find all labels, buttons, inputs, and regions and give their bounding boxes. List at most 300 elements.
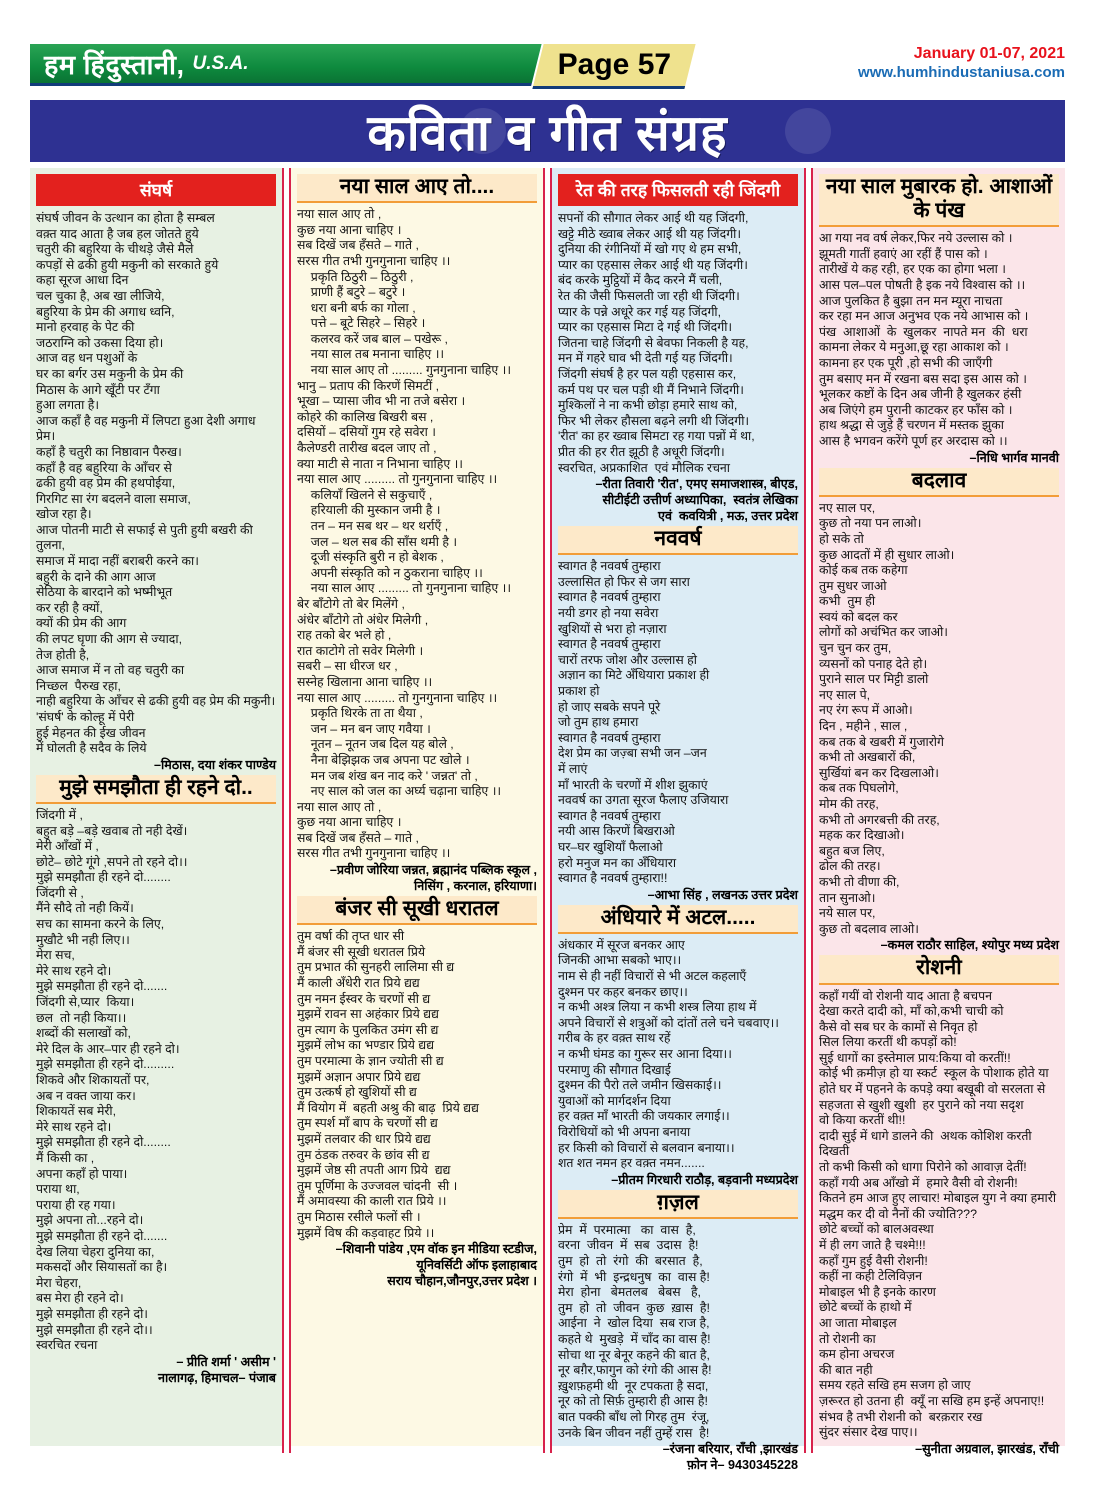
poem-line: तुम स्पर्श माँ बाप के चरणों सी द्य [297, 1116, 438, 1131]
poem-line: समाज में मादा नहीं बराबरी करने का। [36, 554, 199, 569]
poem-line: पराया था, [36, 1182, 80, 1197]
poem-credit: –प्रीतम गिरधारी राठौड़, बड़वानी मध्यप्रदेश [611, 1172, 798, 1187]
column-separator [804, 168, 813, 1453]
poem-line: तो रोशनी का [819, 1331, 876, 1346]
poem-line: मुझमें रावन सा अहंकार प्रिये द्यद्य [297, 1007, 439, 1022]
poem-line: संघर्ष जीवन के उत्थान का होता है सम्बल [36, 211, 215, 225]
poem-line: तुम सुधर जाओ [819, 578, 887, 593]
poem-title: नया साल मुबारक हो. आशाओं के पंख [819, 174, 1059, 227]
poem-line: प्रकृति ठिठुरी – ठिठुरी , [297, 269, 414, 284]
poem-line: कैलेण्डरी तारीख बदल जाए तो , [297, 441, 437, 456]
poem-line: जितना चाहे जिंदगी से बेवफा निकली है यह, [558, 335, 749, 350]
poem-line: नया साल आए तो , [297, 207, 382, 222]
poem-line: तुम बसाए मन में रखना बस सदा इस आस को । [819, 371, 1027, 386]
poem-line: कहाँ गयीं वो रोशनी याद आता है बचपन [819, 988, 993, 1003]
poem-line: बेर बाँटोगे तो बेर मिलेंगे , [297, 596, 405, 611]
poem-line: अपने विचारों से शत्रुओं को दांतों तले चने चबवाए।। [558, 1015, 779, 1030]
poem-line: ढकी हुयी वह प्रेम की हथपोईया, [36, 476, 176, 491]
poem-line: तुम वर्षा की तृप्त धार सी [297, 929, 405, 944]
poem-line: नये साल पर, [819, 906, 876, 921]
poem-line: आज समाज में न तो वह चतुरी का [36, 663, 185, 678]
poem-line: राह तको बेर भले हो , [297, 628, 392, 643]
poem-line: बहुरी के दाने की आग आज [36, 569, 156, 584]
masthead [30, 44, 1065, 94]
section-banner [30, 100, 1065, 162]
poem-line: कुछ तो नया पन लाओ। [819, 516, 922, 531]
poem-line: तुम परमात्मा के ज्ञान ज्योती सी द्य [297, 1053, 444, 1068]
poem-credit: –शिवानी पांडेय ,एम वॉक इन मीडिया स्टडीज, [335, 1242, 537, 1257]
poem-line: कपड़ों से ढकी हुयी मकुनी को सरकाते हुये [36, 257, 219, 272]
poem-line: आ गया नव वर्ष लेकर,फिर नये उल्लास को । [819, 231, 1013, 246]
poem-line: जल – थल सब की साँस थमी है । [297, 534, 458, 549]
poem-line: नूर बग़ैर,फागुन को रंगो की आस है! [558, 1363, 712, 1378]
poem-line: परमाणु की सौगात दिखाई [558, 1062, 671, 1077]
poem-line: कुछ नया आना चाहिए । [297, 815, 402, 830]
poem-line: नया साल आए तो ......... गुनगुनाना चाहिए ।। [297, 363, 512, 378]
poem-line: स्वागत है नववर्ष तुम्हारा [558, 730, 661, 745]
poem-line: मैं अमावस्या की काली रात प्रिये ।। [297, 1194, 447, 1209]
poem-line: युवाओं को मार्गदर्शन दिया [558, 1093, 671, 1108]
poem-title: ग़ज़ल [558, 1190, 798, 1219]
poem-line: कामना हर एक पूरी ,हो सभी की जाएँगी [819, 356, 993, 371]
poem-line: सुंदर संसार देख पाए।। [819, 1425, 918, 1440]
poem-line: मेरा चेहरा, [36, 1275, 82, 1290]
poem-line: जन – मन बन जाए गवैया । [297, 721, 431, 736]
poem-line: प्रकृति थिरके ता ता थैया , [297, 706, 423, 721]
poem-line: निच्छल पैरुख रहा, [36, 678, 121, 693]
poem-line: फिर भी लेकर हौसला बढ़ने लगी थी जिंदगी। [558, 413, 750, 428]
poem-line: हाथ श्रद्धा से जुड़े हैं चरणन में मस्तक झुका [819, 418, 1004, 433]
poem-line: हरियाली की मुस्कान जमी है । [297, 503, 441, 518]
poem-line: नया साल आए ......... तो गुनगुनाना चाहिए ।। [297, 472, 498, 487]
poem-line: स्वरचित, अप्रकाशित एवं मौलिक रचना [558, 460, 731, 475]
poem-line: हो सके तो [819, 531, 864, 546]
poem-line: मैंने सौदे तो नही कियें। [36, 901, 134, 916]
poem-line: कब तक बे खबरी में गुजारोगे [819, 734, 944, 749]
poem-line: स्वागत है नववर्ष तुम्हारा [558, 559, 661, 574]
poem-line: नया साल आए तो , [297, 799, 382, 814]
poem-line: सबरी – सा धीरज धर , [297, 659, 398, 674]
poem-line: अंधकार में सूरज बनकर आए [558, 937, 685, 952]
poem-line: पराया ही रह गया। [36, 1197, 116, 1212]
poem-line: मन में गहरे घाव भी देती गई यह जिंदगी। [558, 351, 733, 366]
poem-line: मुझे अपना तो...रहने दो। [36, 1213, 144, 1228]
poem-line: नए साल को जल का अर्घ्य चढ़ाना चाहिए ।। [297, 784, 502, 799]
poem-line: उनके बिन जीवन नहीं तुम्हें रास है! [558, 1425, 710, 1440]
poem-title: बंजर सी सूखी धरातल [297, 896, 537, 925]
poem-line: दुनिया की रंगीनियों में खो गए थे हम सभी, [558, 242, 742, 257]
page-number-label: Page 57 [557, 48, 672, 81]
poem-line: क्या माटी से नाता न निभाना चाहिए ।। [297, 456, 464, 471]
poem-credit: –सुनीता अग्रवाल, झारखंड, राँची [915, 1441, 1059, 1456]
poem-line: मुझे समझौता ही रहने दो........ [36, 870, 171, 885]
poem-line: प्रेम में परमात्मा का वास है, [558, 1222, 696, 1237]
poem-line: तुम उत्कर्ष हो खुशियों सी द्य [297, 1085, 417, 1100]
poem-line: हुआ लगता है। [36, 398, 100, 413]
poem-line: मुझे समझौता ही रहने दो........ [36, 1135, 171, 1150]
poem-line: कभी तो अगरबत्ती की तरह, [819, 812, 940, 827]
banner-decoration [460, 108, 506, 154]
poem-line: मिठास के आगे खूँटी पर टँगा [36, 382, 160, 397]
poem-line: जिंदगी से , [36, 885, 84, 900]
poem-line: होते घर में पहनने के कपड़े क्या बखूबी वो सरलता से [819, 1082, 1046, 1097]
poem-line: मुझे समझौता ही रहने दो....... [36, 979, 168, 994]
poem-line: ढोल की तरह। [819, 859, 881, 874]
poem-line: गिरगिट सा रंग बदलने वाला समाज, [36, 491, 191, 506]
poem-line: कहते थे मुखड़े में चाँद का वास है! [558, 1332, 711, 1347]
poem-line: खोज रहा है। [36, 507, 92, 522]
poem-line: कितने हम आज हुए लाचार! मोबाइल युग ने क्या हमारी [819, 1191, 1057, 1206]
poem-line: नयी डगर हो नया सवेरा [558, 606, 659, 621]
poem-line: मेरे साथ रहने दो। [36, 1119, 112, 1134]
poem-title: रोशनी [819, 955, 1059, 984]
poem-line: कहाँ है चतुरी का निष्ठावान पैरुख। [36, 444, 182, 459]
poem-line: मन जब शंख बन नाद करे ' जन्नत' तो , [297, 768, 478, 783]
poem-line: तान सुनाओ। [819, 890, 876, 905]
poem-title: संघर्ष [36, 174, 276, 206]
poem-line: नूतन – नूतन जब दिल यह बोले , [297, 737, 454, 752]
poem-credit: –प्रवीण जोरिया जन्नत, ब्रह्मानंद पब्लिक स्कूल , [329, 863, 537, 878]
poem-line: सस्नेह खिलाना आना चाहिए ।। [297, 674, 433, 689]
poem-line: स्वागत है नववर्ष तुम्हारा!! [558, 871, 668, 886]
poem-line: मेरे साथ रहने दो। [36, 963, 112, 978]
poem-line: महक कर दिखाओ। [819, 828, 905, 843]
poem-line: कुछ नया आना चाहिए । [297, 222, 402, 237]
poem-line: चुन चुन कर तुम, [819, 641, 892, 656]
poem-line: छोटे बच्चों को बालअवस्था [819, 1222, 934, 1237]
poem-line: मुझे समझौता ही रहने दो......... [36, 1057, 175, 1072]
poem-line: तुम त्याग के पुलकित उमंग सी द्य [297, 1022, 439, 1037]
poem-line: हो जाए सबके सपने पूरे [558, 699, 661, 714]
poem-line: मुश्किलों ने ना कभी छोड़ा हमारे साथ को, [558, 398, 738, 413]
poem-line: विरोधियों को भी अपना बनाया [558, 1124, 691, 1139]
poem-line: मुझमें तलवार की धार प्रिये द्यद्य [297, 1131, 431, 1146]
poem-line: खट्टे मीठे ख्वाब लेकर आई थी यह जिंदगी। [558, 226, 742, 241]
poem-line: झूमती गातीं हवाएं आ रहीं हैं पास को । [819, 246, 988, 261]
poem-line: जिंदगी संघर्ष है हर पल यही एहसास कर, [558, 366, 737, 381]
poem-line: व्यसनों को पनाह देते हो। [819, 656, 928, 671]
poem-line: मेरे दिल के आर–पार ही रहने दो। [36, 1041, 180, 1056]
poem-line: स्वागत है नववर्ष तुम्हारा [558, 590, 661, 605]
poem-line: भानु – प्रताप की किरणें सिमटीं , [297, 378, 440, 393]
poem-line: पुराने साल पर मिट्टी डालो [819, 672, 929, 687]
poem-line: हर वक़्त माँ भारती की जयकार लगाई।। [558, 1109, 730, 1124]
poem-line: मकसदों और सियासतों का है। [36, 1260, 168, 1275]
poem-line: घर–घर खुशियाँ फैलाओ [558, 839, 663, 854]
poem-line: मद्धम कर दी वो नैनों की ज्योति??? [819, 1206, 977, 1221]
masthead-right [858, 44, 1065, 83]
poem-line: की लपट घृणा की आग से ज्यादा, [36, 632, 183, 647]
poem-credit: सराय चौहान,जौनपुर,उत्तर प्रदेश । [387, 1274, 537, 1289]
poem-line: मुझमें लोभ का भण्डार प्रिये द्यद्य [297, 1038, 435, 1053]
poem-line: मुझमें जेष्ठ सी तपती आग प्रिये द्यद्य [297, 1163, 451, 1178]
poem-credit: –निधि भार्गव मानवी [969, 450, 1059, 465]
poem-line: कर्म पथ पर चल पड़ी थी मैं निभाने जिंदगी। [558, 382, 744, 397]
poem-line: दिन , महीने , साल , [819, 719, 908, 734]
poem-line: मुझे समझौता ही रहने दो....... [36, 1228, 168, 1243]
poem-line: रेत की जैसी फिसलती जा रही थी जिंदगी। [558, 288, 740, 303]
poem-line: कहाँ है वह बहुरिया के आँचर से [36, 460, 172, 475]
poem-line: नववर्ष का उगता सूरज फैलाए उजियारा [558, 793, 729, 808]
poem-column-2 [291, 168, 543, 1446]
poem-line: बहुत बज लिए, [819, 843, 885, 858]
poem-line: सब दिखें जब हँसते – गाते , [297, 238, 419, 253]
poem-line: देश प्रेम का जज़्बा सभी जन –जन [558, 746, 707, 761]
poem-line: कर रही है क्यों, [36, 600, 103, 615]
poem-line: नाम से ही नहीं विचारों से भी अटल कहलाएँ [558, 969, 747, 984]
poem-line: सरस गीत तभी गुनगुनाना चाहिए ।। [297, 253, 451, 268]
issue-date: January 01-07, 2021 [913, 45, 1065, 62]
poem-line: तारीखें ये कह रही, हर एक का होगा भला । [819, 262, 1006, 277]
poem-line: बस मेरा ही रहने दो। [36, 1291, 124, 1306]
poem-line: सुर्खियां बन कर दिखलाओ। [819, 765, 939, 780]
poem-line: कहीं ना कही टेलिविज़न [819, 1269, 923, 1284]
poem-line: स्वागत है नववर्ष तुम्हारा [558, 808, 661, 823]
poem-line: आस पल–पल पोषती है इक नये विश्वास को ।। [819, 278, 1026, 293]
poem-line: स्वयं को बदल कर [819, 609, 898, 624]
poem-credit: फ़ोन ने– 9430345228 [687, 1458, 798, 1473]
poem-line: जिंदगी से,प्यार किया। [36, 995, 135, 1010]
poem-line: शिकायतें सब मेरी, [36, 1104, 117, 1119]
poem-line: न कभी अश्त्र लिया न कभी शस्त्र लिया हाथ में [558, 1000, 757, 1015]
poem-line: मोबाइल भी है इनके कारण [819, 1284, 936, 1299]
poem-line: स्वागत है नववर्ष तुम्हारा [558, 637, 661, 652]
poem-line: दादी सुई में धागे डालने की अथक कोशिश करती दिखती [819, 1128, 1036, 1159]
poem-line: अपनी संस्कृति को न ठुकराना चाहिए ।। [297, 565, 483, 580]
poem-line: नया साल आए ......... तो गुनगुनाना चाहिए ।। [297, 581, 512, 596]
poem-line: आज वह धन पशुओं के [36, 351, 138, 366]
poem-line: नूर को तो सिर्फ़ तुम्हारी ही आस है! [558, 1394, 708, 1409]
column-separator [282, 168, 291, 1453]
poem-line: बंद करके मुट्ठियों में कैद करने मैं चली, [558, 273, 723, 288]
poem-credit: एवं कवयित्री , मऊ, उत्तर प्रदेश [657, 509, 798, 524]
poem-line: में ही लग जाते है चश्मे!!! [819, 1238, 926, 1252]
poem-column-3 [552, 168, 804, 1473]
poem-line: समय रहते सखि हम सजग हो जाए [819, 1378, 971, 1393]
poem-column-4 [813, 168, 1065, 1456]
poem-line: प्यार का एहसास लेकर आई थी यह जिंदगी। [558, 257, 748, 272]
poem-title: रेत की तरह फिसलती रही जिंदगी [558, 174, 798, 206]
poem-line: भूलकर कष्टों के दिन अब जीनी है खुलकर हंसी [819, 387, 1022, 402]
poem-credit: सीटीईटी उत्तीर्ण अध्यापिका, स्वतंत्र लेखिका [602, 493, 798, 508]
poem-line: 'रीत' का हर ख्वाब सिमटा रह गया पन्नों में था, [558, 429, 755, 444]
poem-line: आईना ने खोल दिया सब राज है, [558, 1316, 710, 1331]
poem-line: तुम ठंडक तरुवर के छांव सी द्य [297, 1147, 430, 1162]
poem-credit: –रंजना बरियार, राँची ,झारखंड [662, 1442, 798, 1457]
poem-line: चारों तरफ जोश और उल्लास हो [558, 652, 697, 667]
poem-line: मेरा होना बेमतलब बेबस है, [558, 1285, 702, 1300]
poem-line: माँ भारती के चरणों में शीश झुकाएं [558, 777, 708, 792]
poem-line: तन – मन सब थर – थर थर्राएँ , [297, 519, 449, 534]
poem-credit: – प्रीति शर्मा ' असीम ' [176, 1354, 276, 1369]
poem-line: तेज होती है, [36, 647, 90, 662]
poem-line: मोम की तरह, [819, 797, 879, 812]
poem-line: सेठिया के बारदाने को भष्मीभूत [36, 585, 173, 600]
poem-line: क्यों की प्रेम की आग [36, 616, 127, 631]
poem-line: चतुरी की बहुरिया के चीथड़े जैसे मैले [36, 242, 194, 257]
column-separator [543, 168, 552, 1453]
poem-line: आज पुलकित है बुझा तन मन म्यूरा नाचता [819, 293, 1003, 308]
poem-line: अंधेर बाँटोगे तो अंधेर मिलेगी , [297, 612, 429, 627]
poem-line: मुझमें अज्ञान अपार प्रिये द्यद्य [297, 1069, 421, 1084]
poem-line: चल चुका है, अब खा लीजिये, [36, 288, 165, 303]
poem-line: शब्दों की सलाखों को, [36, 1026, 131, 1041]
poem-title: मुझे समझौता ही रहने दो.. [36, 775, 276, 804]
poem-line: में घोलती है सदैव के लिये [36, 741, 147, 756]
poem-title: नववर्ष [558, 526, 798, 555]
poem-line: खुशियों से भरा हो नज़ारा [558, 621, 667, 636]
poem-line: न कभी घंमड का गुरूर सर आना दिया।। [558, 1047, 732, 1061]
poem-line: सब दिखें जब हँसते – गाते , [297, 830, 419, 845]
poem-line: मुखौटे भी नही लिए।। [36, 932, 130, 947]
poem-line: नया साल तब मनाना चाहिए ।। [297, 347, 445, 362]
poem-line: दूजी संस्कृति बुरी न हो बेशक , [297, 550, 444, 565]
poem-line: प्रीत की हर रीत झूठी है अधूरी जिंदगी। [558, 444, 725, 459]
poem-line: मेरी आँखों में , [36, 839, 99, 854]
poem-line: तुम प्रभात की सुनहरी लालिमा सी द्य [297, 960, 455, 975]
poem-credit: –आभा सिंह , लखनऊ उत्तर प्रदेश [647, 887, 798, 902]
page-number-badge [532, 44, 695, 89]
poem-line: नए साल पर, [819, 500, 876, 515]
poem-credit: –कमल राठौर साहिल, श्योपुर मध्य प्रदेश [880, 938, 1059, 953]
section-title: कविता व गीत संग्रह [367, 105, 728, 161]
poem-title: नया साल आए तो.... [297, 174, 537, 203]
poem-line: वो किया करतीं थी!! [819, 1113, 906, 1128]
poem-line: कहाँ गयी अब आँखो में हमारे वैसी वो रोशनी! [819, 1175, 1018, 1190]
poem-line: अज्ञान का मिटे अँधियारा प्रकाश ही [558, 668, 710, 683]
poem-line: देख लिया चेहरा दुनिया का, [36, 1244, 155, 1259]
poem-line: नयी आस किरणें बिखराओ [558, 824, 675, 839]
poem-line: की बात नही [819, 1362, 873, 1377]
poem-line: लोगों को अचंभित कर जाओ। [819, 625, 948, 640]
poem-line: कुछ तो बदलाव लाओ। [819, 921, 919, 936]
poem-columns [30, 168, 1065, 1473]
poem-line: मुझे समझौता ही रहने दो।। [36, 1322, 153, 1337]
poem-line: तुम पूर्णिमा के उज्जवल चांदनी सी । [297, 1178, 458, 1193]
poem-line: मैं किसी का , [36, 1150, 95, 1165]
poem-line: तुम नमन ईस्वर के चरणों सी द्य [297, 991, 431, 1006]
poem-line: तो कभी किसी को धागा पिरोने को आवाज़ देतीं! [819, 1160, 1027, 1175]
poem-line: जठराग्नि को उकसा दिया हो। [36, 335, 164, 350]
poem-line: सुई धागों का इस्तेमाल प्राय:किया वो करतीं!! [819, 1050, 1011, 1065]
poem-line: शिकवे और शिकायतों पर, [36, 1073, 150, 1088]
poem-line: ज़रूरत हो उतना ही क्यूँ ना सखि हम इन्हें अपनाए!! [819, 1393, 1045, 1408]
poem-line: 'संघर्ष' के कोल्हू में पेरी [36, 710, 135, 724]
poem-line: तुम हो तो जीवन कुछ ख़ास है! [558, 1300, 710, 1315]
poem-line: कोहरे की कालिख बिखरी बस , [297, 409, 434, 424]
poem-line: बात पक्की बाँध लो गिरह तुम रंजू, [558, 1410, 710, 1425]
poem-line: मुझे समझौता ही रहने दो। [36, 1306, 148, 1321]
poem-line: प्यार के पन्ने अधूरे कर गई यह जिंदगी, [558, 304, 722, 319]
poem-line: तुम हो तो रंगो की बरसात है, [558, 1254, 703, 1269]
poem-line: मैं वियोग में बहती अश्रु की बाढ़ प्रिये द्यद्य [297, 1100, 479, 1115]
poem-line: वरना जीवन में सब उदास है! [558, 1238, 699, 1253]
poem-line: सरस गीत तभी गुनगुनाना चाहिए ।। [297, 846, 451, 861]
banner-decoration [785, 108, 831, 154]
poem-line: संभव है तभी रोशनी को बरक़रार रख [819, 1409, 983, 1424]
poem-line: कलियाँ खिलने से सकुचाएँ , [297, 487, 433, 502]
poem-line: सिल लिया करतीं थी कपड़ों को! [819, 1035, 957, 1050]
poem-line: धरा बनी बर्फ का गोला , [297, 300, 416, 315]
poem-line: कैसे वो सब घर के कामों से निवृत हो [819, 1019, 978, 1034]
website-url: www.humhindustaniusa.com [858, 64, 1065, 81]
poem-line: नए साल पे, [819, 687, 871, 702]
poem-line: कभी तुम ही [819, 594, 876, 609]
poem-line: जो तुम हाथ हमारा [558, 715, 639, 730]
poem-line: प्रकाश हो [558, 683, 600, 698]
poem-column-1 [30, 168, 282, 1446]
poem-line: शत शत नमन हर वक़्त नमन....... [558, 1156, 705, 1171]
poem-line: कुछ आदतों में ही सुधार लाओ। [819, 547, 955, 562]
poem-line: नैना बेझिझक जब अपना पट खोले । [297, 752, 470, 767]
poem-line: पत्ते – बूटे सिहरे – सिहरे । [297, 316, 426, 331]
poem-line: गरीब के हर वक़्त साथ रहें [558, 1031, 671, 1046]
poem-line: कम होना अचरज [819, 1347, 895, 1362]
poem-line: उल्लासित हो फिर से जग सारा [558, 574, 690, 589]
poem-title: अंधियारे में अटल..... [558, 905, 798, 934]
poem-line: अब न वक्त जाया कर। [36, 1088, 136, 1103]
poem-line: घर का बर्गर उस मकुनी के प्रेम की [36, 366, 184, 381]
poem-line: मुझमें विष की कड़वाहट प्रिये ।। [297, 1225, 435, 1240]
poem-line: मैं काली अँधेरी रात प्रिये द्यद्य [297, 976, 420, 990]
poem-line: छोटे– छोटे गूंगे ,सपने तो रहने दो।। [36, 854, 188, 869]
poem-line: बहुत बड़े –बड़े खवाब तो नही देखें। [36, 823, 188, 838]
poem-line: रंगो में भी इन्द्रधनुष का वास है! [558, 1269, 710, 1284]
poem-credit: निसिंग , करनाल, हरियाणा। [413, 879, 537, 894]
poem-line: तुम मिठास रसीले फलों सी । [297, 1209, 421, 1224]
paper-country: U.S.A. [192, 52, 249, 74]
poem-line: हर किसी को विचारों से बलवान बनाया।। [558, 1140, 735, 1155]
poem-line: अपना कहाँ हो पाया। [36, 1166, 128, 1181]
poem-line: कहाँ गुम हुई वैसी रोशनी! [819, 1253, 928, 1268]
poem-line: कलरव करें जब बाल – पखेरू , [297, 331, 448, 346]
poem-line: हरो मनुज मन का अँधियारा [558, 855, 677, 870]
poem-line: जिनकी आभा सबको भाए।। [558, 953, 682, 968]
poem-line: कर रहा मन आज अनुभव एक नये आभास को । [819, 309, 1029, 324]
poem-line: रात काटोगे तो सवेर मिलेगी । [297, 643, 424, 658]
poem-line: सोचा था नूर बेनूर कहने की बात है, [558, 1347, 710, 1362]
poem-line: दुश्मन की पैरो तले जमीन खिसकाई।। [558, 1078, 722, 1093]
poem-line: पंख आशाओं के खुलकर नापते मन की धरा [819, 324, 1028, 339]
poem-line: प्राणी हैं बटुरे – बटुरे । [297, 285, 406, 300]
poem-line: भूखा – प्यासा जीव भी ना तजे बसेरा । [297, 394, 466, 409]
poem-line: देखा करते दादी को, माँ को,कभी चाची को [819, 1004, 1004, 1019]
poem-line: में लाएं [558, 761, 588, 776]
poem-credit: –रीता तिवारी 'रीत', एमए समाजशास्त्र, बीएड, [595, 477, 798, 492]
poem-line: आ जाता मोबाइल [819, 1315, 897, 1330]
poem-line: कामना लेकर ये मनुआ,छू रहा आकाश को । [819, 340, 1009, 355]
poem-line: कोई कब तक कहेगा [819, 563, 908, 578]
poem-line: सपनों की सौगात लेकर आई थी यह जिंदगी, [558, 211, 749, 225]
poem-line: कभी तो वीणा की, [819, 874, 900, 889]
poem-line: कहा सूरज आधा दिन [36, 273, 129, 288]
poem-credit: नालागढ़, हिमाचल– पंजाब [158, 1370, 276, 1385]
poem-line: दुश्मन पर कहर बनकर छाए।। [558, 984, 688, 999]
poem-line: स्वरचित रचना [36, 1338, 98, 1353]
poem-line: नए रंग रूप में आओ। [819, 703, 913, 718]
poem-line: छल तो नही किया।। [36, 1010, 127, 1025]
poem-line: आस है भगवन करेंगे पूर्ण हर अरदास को ।। [819, 434, 1008, 448]
poem-line: नाही बहुरिया के आँचर से ढकी हुयी वह प्रेम की मकुनी। [36, 694, 276, 709]
poem-credit: –मिठास, दया शंकर पाण्डेय [154, 757, 276, 772]
poem-line: आज पोतनी माटी से सफाई से पुती हुयी बखरी की तुलना, [36, 522, 257, 553]
poem-line: सच का सामना करने के लिए, [36, 917, 165, 932]
poem-line: मैं बंजर सी सूखी धरातल प्रिये [297, 944, 426, 959]
poem-line: वक़्त याद आता है जब हल जोतते हुये [36, 226, 199, 241]
poem-line: जिंदगी में , [36, 807, 83, 822]
poem-line: दसियों – दसियों गुम रहे सवेरा । [297, 425, 436, 440]
poem-line: कब तक पिघलोगे, [819, 781, 899, 796]
